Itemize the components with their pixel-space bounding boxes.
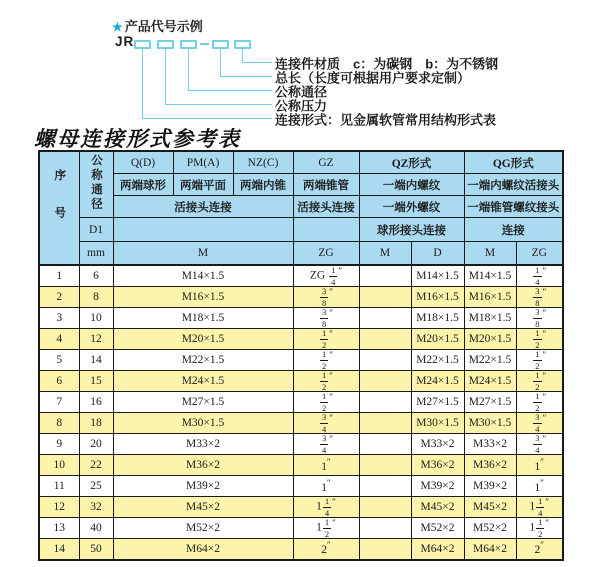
header-sub-pm: 两端平面 — [173, 174, 233, 196]
header-d1: D1 — [79, 218, 113, 242]
header-col-gz: GZ — [293, 151, 359, 174]
cell: M33×2 — [113, 434, 293, 455]
table-header — [39, 151, 563, 265]
cell: $\frac{3}{4}$ ″ — [516, 434, 563, 455]
header-unit-mm: mm — [79, 242, 113, 266]
table-row — [39, 287, 563, 308]
header-conn-gz: 活接头连接 — [293, 196, 359, 218]
code-box-1 — [134, 40, 151, 49]
table-row — [39, 371, 563, 392]
header-sub-q: 两端球形 — [113, 174, 173, 196]
header-row-4 — [39, 218, 563, 242]
table-row — [39, 455, 563, 476]
cell: M24×1.5 — [464, 371, 516, 392]
connector-line-5 — [242, 49, 272, 63]
cell: 1 $\frac{1}{2}$ ″ — [516, 518, 563, 539]
cell: M16×1.5 — [411, 287, 464, 308]
cell: 40 — [79, 518, 113, 539]
cell: $\frac{3}{8}$ ″ — [516, 308, 563, 329]
header-unit-m1: M — [113, 242, 293, 266]
cell: 5 — [39, 350, 79, 371]
cell: 2″ — [293, 539, 359, 560]
header-dn — [79, 151, 113, 218]
header-row-1 — [39, 151, 563, 174]
cell: M39×2 — [411, 476, 464, 497]
cell: 15 — [79, 371, 113, 392]
cell: $\frac{3}{8}$ ″ — [293, 308, 359, 329]
code-box-5 — [234, 40, 251, 49]
cell: M27×1.5 — [464, 392, 516, 413]
cell: 1 $\frac{1}{2}$ ″ — [293, 518, 359, 539]
diagram-title-text: 产品代号示例 — [124, 19, 203, 34]
cell: 14 — [79, 350, 113, 371]
table-row — [39, 518, 563, 539]
cell: M22×1.5 — [464, 350, 516, 371]
cell: $\frac{1}{2}$ ″ — [293, 371, 359, 392]
header-blank-gz — [293, 218, 359, 242]
cell: 1 $\frac{1}{4}$ ″ — [516, 497, 563, 518]
header-unit-m3: M — [464, 242, 516, 266]
cell: 11 — [39, 476, 79, 497]
cell — [359, 308, 411, 329]
cell: M20×1.5 — [411, 329, 464, 350]
cell: M18×1.5 — [464, 308, 516, 329]
cell — [359, 497, 411, 518]
cell: M30×1.5 — [464, 413, 516, 434]
header-col-qg: QG形式 — [464, 151, 563, 174]
cell — [359, 350, 411, 371]
cell: M20×1.5 — [113, 329, 293, 350]
header-sub-gz: 两端锥管 — [293, 174, 359, 196]
code-box-2 — [157, 40, 174, 49]
cell: M52×2 — [113, 518, 293, 539]
header-conn-qpmnz: 活接头连接 — [113, 196, 293, 218]
table-row — [39, 350, 563, 371]
cell: M24×1.5 — [411, 371, 464, 392]
header-conn-qg: 一端锥管螺纹接头 — [464, 196, 563, 218]
header-sub-qz: 一端内螺纹 — [359, 174, 464, 196]
header-d1-qg: 连接 — [464, 218, 563, 242]
cell — [359, 476, 411, 497]
cell: M22×1.5 — [411, 350, 464, 371]
cell: 20 — [79, 434, 113, 455]
header-unit-d: D — [411, 242, 464, 266]
cell: M20×1.5 — [464, 329, 516, 350]
cell: $\frac{1}{2}$ ″ — [293, 329, 359, 350]
cell: 25 — [79, 476, 113, 497]
cell: M18×1.5 — [411, 308, 464, 329]
cell: 3 — [39, 308, 79, 329]
header-d1-qz: 球形接头连接 — [359, 218, 464, 242]
cell: M27×1.5 — [411, 392, 464, 413]
cell: M36×2 — [113, 455, 293, 476]
cell: $\frac{1}{2}$ ″ — [516, 392, 563, 413]
cell: M14×1.5 — [411, 265, 464, 287]
cell: M39×2 — [113, 476, 293, 497]
cell: 1″ — [293, 455, 359, 476]
code-box-3 — [180, 40, 197, 49]
star-icon: ★ — [112, 20, 123, 34]
table-title: 螺母连接形式参考表 — [34, 126, 241, 151]
cell: ZG $\frac{1}{4}$ ″ — [293, 265, 359, 287]
cell: 12 — [39, 497, 79, 518]
table-row — [39, 497, 563, 518]
header-row-5 — [39, 242, 563, 266]
cell: $\frac{3}{4}$ ″ — [293, 413, 359, 434]
header-col-pm: PM(A) — [173, 151, 233, 174]
cell: 8 — [79, 287, 113, 308]
cell: 9 — [39, 434, 79, 455]
cell — [359, 413, 411, 434]
cell: M24×1.5 — [113, 371, 293, 392]
cell: 13 — [39, 518, 79, 539]
header-sub-nz: 两端内锥 — [233, 174, 293, 196]
cell: 4 — [39, 329, 79, 350]
header-row-3 — [39, 196, 563, 218]
cell: $\frac{1}{2}$ ″ — [293, 392, 359, 413]
cell: M64×2 — [464, 539, 516, 560]
cell: 1 — [39, 265, 79, 287]
header-blank-qpmnz — [113, 218, 293, 242]
cell: 16 — [79, 392, 113, 413]
cell — [359, 287, 411, 308]
cell: $\frac{1}{2}$ ″ — [293, 350, 359, 371]
nut-connection-table — [38, 150, 564, 561]
header-unit-zg1: ZG — [293, 242, 359, 266]
cell: 6 — [79, 265, 113, 287]
header-conn-qz: 一端外螺纹 — [359, 196, 464, 218]
cell: 14 — [39, 539, 79, 560]
cell: M18×1.5 — [113, 308, 293, 329]
header-dn-text: 公称通径 — [90, 154, 102, 212]
cell: $\frac{3}{4}$ ″ — [516, 413, 563, 434]
header-sub-qg: 一端内螺纹活接头 — [464, 174, 563, 196]
code-label-material: 连接件材质 c：为碳钢 b：为不锈钢 — [275, 56, 499, 72]
cell: M27×1.5 — [113, 392, 293, 413]
cell: $\frac{3}{8}$ ″ — [293, 287, 359, 308]
cell: M45×2 — [113, 497, 293, 518]
cell — [359, 329, 411, 350]
cell: M36×2 — [464, 455, 516, 476]
cell: M14×1.5 — [113, 265, 293, 287]
code-dash — [200, 43, 209, 45]
header-row-2 — [39, 174, 563, 196]
cell: 18 — [79, 413, 113, 434]
cell: 1″ — [516, 455, 563, 476]
cell: $\frac{3}{8}$ ″ — [516, 287, 563, 308]
table-row — [39, 476, 563, 497]
cell: 2″ — [516, 539, 563, 560]
cell — [359, 371, 411, 392]
cell: M14×1.5 — [464, 265, 516, 287]
cell: 22 — [79, 455, 113, 476]
cell — [359, 539, 411, 560]
table-row — [39, 413, 563, 434]
cell: M33×2 — [464, 434, 516, 455]
cell: 1″ — [293, 476, 359, 497]
table-row — [39, 539, 563, 560]
header-col-q: Q(D) — [113, 151, 173, 174]
cell: M52×2 — [411, 518, 464, 539]
header-unit-m2: M — [359, 242, 411, 266]
header-seq — [39, 151, 79, 265]
table-row — [39, 392, 563, 413]
cell: 50 — [79, 539, 113, 560]
diagram-title — [112, 16, 203, 35]
cell: M39×2 — [464, 476, 516, 497]
cell — [359, 392, 411, 413]
cell: 7 — [39, 392, 79, 413]
cell: 2 — [39, 287, 79, 308]
cell: 10 — [79, 308, 113, 329]
table-row — [39, 265, 563, 287]
code-prefix: JR — [115, 34, 135, 49]
header-col-nz: NZ(C) — [233, 151, 293, 174]
table-row — [39, 329, 563, 350]
code-box-4 — [212, 40, 229, 49]
cell: M45×2 — [411, 497, 464, 518]
cell: M16×1.5 — [464, 287, 516, 308]
cell: 32 — [79, 497, 113, 518]
cell: M30×1.5 — [411, 413, 464, 434]
cell — [359, 265, 411, 287]
cell: $\frac{1}{2}$ ″ — [516, 329, 563, 350]
header-col-qz: QZ形式 — [359, 151, 464, 174]
code-label-length: 总长（长度可根据用户要求定制） — [275, 70, 471, 86]
cell: 12 — [79, 329, 113, 350]
cell: M45×2 — [464, 497, 516, 518]
cell — [359, 455, 411, 476]
cell: M64×2 — [113, 539, 293, 560]
table-row — [39, 434, 563, 455]
cell: M22×1.5 — [113, 350, 293, 371]
cell: $\frac{1}{2}$ ″ — [516, 350, 563, 371]
table-row — [39, 308, 563, 329]
code-label-diameter: 公称通径 — [275, 84, 328, 100]
cell: M52×2 — [464, 518, 516, 539]
cell — [359, 518, 411, 539]
cell: 1 $\frac{1}{4}$ ″ — [293, 497, 359, 518]
cell: M16×1.5 — [113, 287, 293, 308]
cell: 6 — [39, 371, 79, 392]
cell: M64×2 — [411, 539, 464, 560]
code-label-connection: 连接形式：见金属软管常用结构形式表 — [275, 112, 497, 128]
header-unit-zg2: ZG — [516, 242, 563, 266]
cell: $\frac{1}{4}$ ″ — [516, 265, 563, 287]
cell — [359, 434, 411, 455]
header-seq-text: 序号 — [53, 169, 66, 244]
cell: 1″ — [516, 476, 563, 497]
cell: M36×2 — [411, 455, 464, 476]
cell: $\frac{1}{2}$ ″ — [516, 371, 563, 392]
table-body — [39, 265, 563, 560]
code-label-pressure: 公称压力 — [275, 98, 328, 114]
cell: 8 — [39, 413, 79, 434]
cell: M30×1.5 — [113, 413, 293, 434]
cell: 10 — [39, 455, 79, 476]
cell: $\frac{3}{4}$ ″ — [293, 434, 359, 455]
cell: M33×2 — [411, 434, 464, 455]
